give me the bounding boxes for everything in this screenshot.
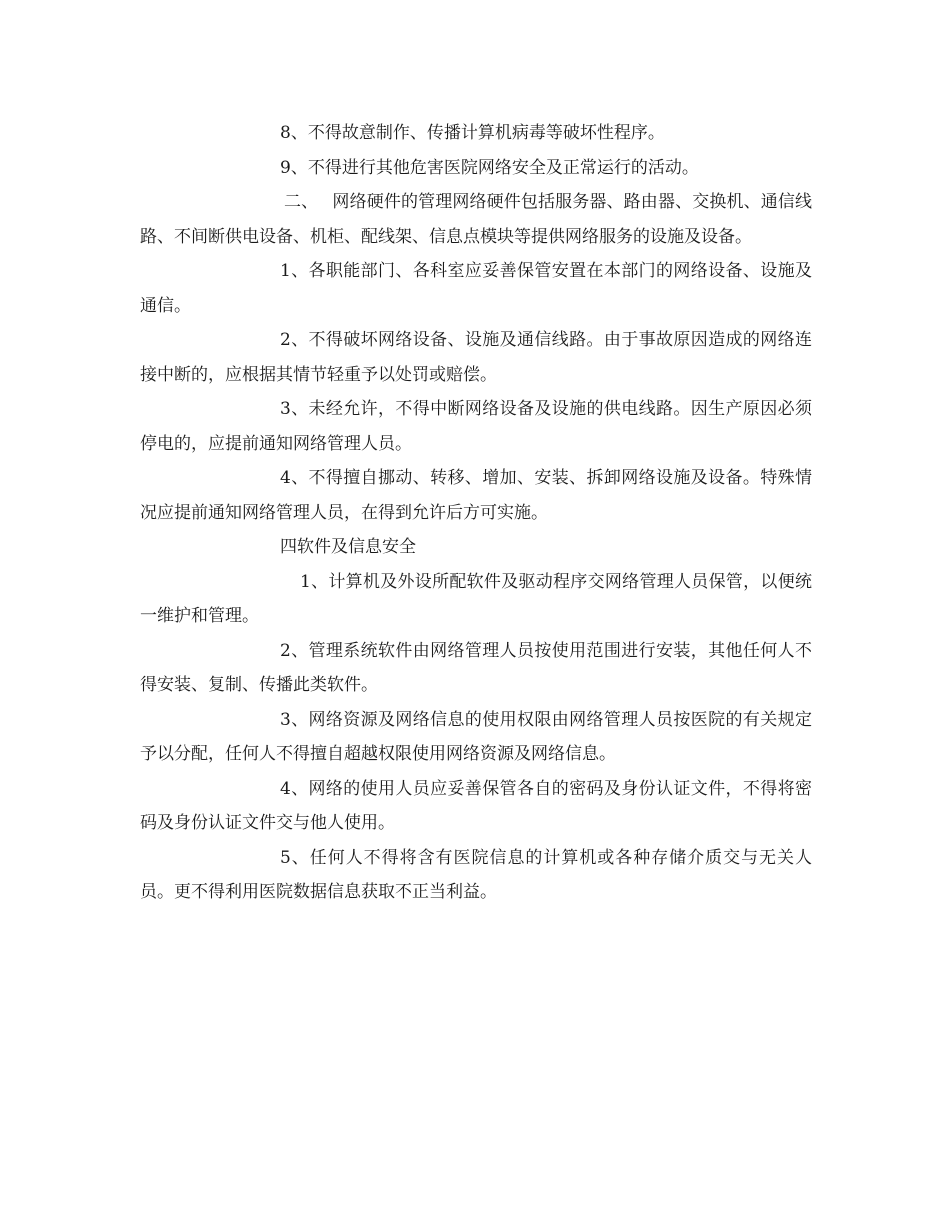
section-heading-software: 四软件及信息安全 <box>280 537 416 557</box>
paragraph-rule-9: 9、不得进行其他危害医院网络安全及正常运行的活动。 <box>280 157 699 178</box>
paragraph-software-3: 3、网络资源及网络信息的使用权限由网络管理人员按医院的有关规定予以分配，任何人不得擅自超越权限使用网络资源及网络信息。 <box>140 709 812 764</box>
paragraph-software-2: 2、管理系统软件由网络管理人员按使用范围进行安装，其他任何人不得安装、复制、传播此类软件。 <box>140 640 812 695</box>
paragraph-hardware-3: 3、未经允许，不得中断网络设备及设施的供电线路。因生产原因必须停电的，应提前通知网络管理人员。 <box>140 399 812 454</box>
paragraph-hardware-2: 2、不得破坏网络设备、设施及通信线路。由于事故原因造成的网络连接中断的，应根据其情节轻重予以处罚或赔偿。 <box>140 330 812 385</box>
paragraph-software-1: 1、计算机及外设所配软件及驱动程序交网络管理人员保管，以便统一维护和管理。 <box>140 571 812 626</box>
paragraph-hardware-1: 1、各职能部门、各科室应妥善保管安置在本部门的网络设备、设施及通信。 <box>140 261 812 316</box>
paragraph-rule-8: 8、不得故意制作、传播计算机病毒等破坏性程序。 <box>280 123 665 143</box>
paragraph-software-4: 4、网络的使用人员应妥善保管各自的密码及身份认证文件，不得将密码及身份认证文件交与他人使用。 <box>140 778 812 833</box>
document-body <box>140 116 812 910</box>
section-heading-hardware: 二、 网络硬件的管理网络硬件包括服务器、路由器、交换机、通信线路、不间断供电设备、机柜、配线架、信息点模块等提供网络服务的设施及设备。 <box>140 192 812 247</box>
paragraph-hardware-4: 4、不得擅自挪动、转移、增加、安装、拆卸网络设施及设备。特殊情况应提前通知网络管理人员，在得到允许后方可实施。 <box>140 468 812 523</box>
paragraph-software-5: 5、任何人不得将含有医院信息的计算机或各种存储介质交与无关人员。更不得利用医院数据信息获取不正当利益。 <box>140 847 812 902</box>
